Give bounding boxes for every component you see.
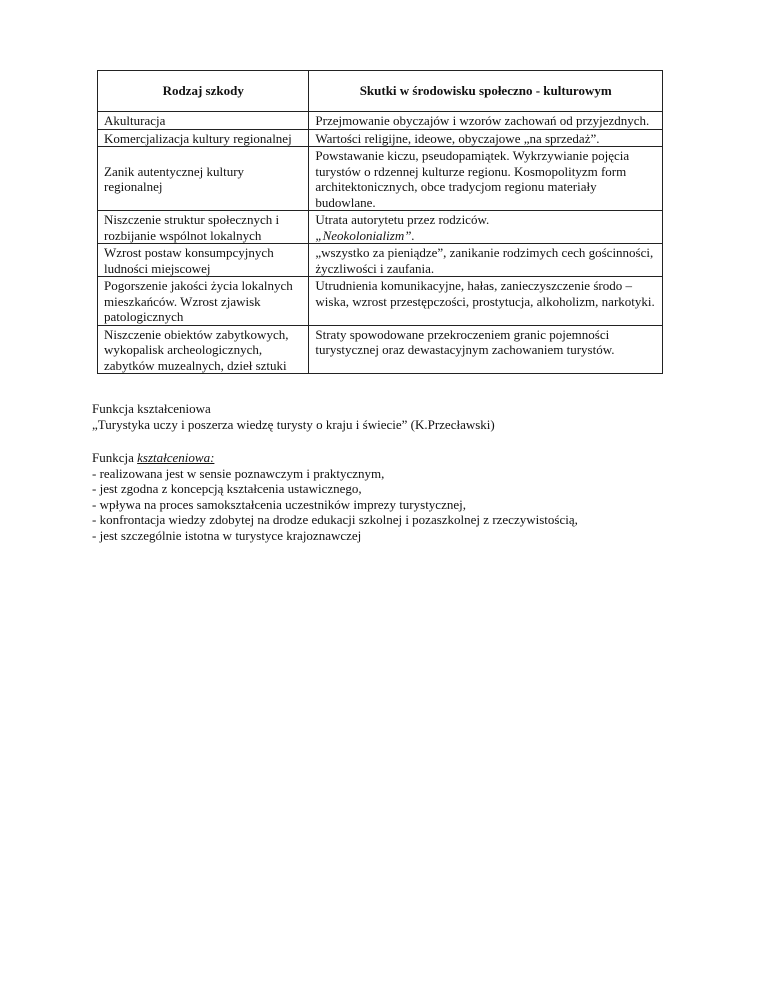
emphasized-term: kształceniowa: <box>137 450 215 465</box>
column-header-effects: Skutki w środowisku społeczno - kulturowym <box>309 71 663 112</box>
effect-cell: Utrudnienia komunikacyjne, hałas, zanieczyszczenie środo – wiska, wzrost przestępczości, prostytucja, alkoholizm, narkotyki. <box>309 277 663 326</box>
table-row <box>98 211 663 244</box>
effect-cell: Powstawanie kiczu, pseudopamiątek. Wykrzywianie pojęcia turystów o rdzennej kulturze regionu. Kosmopolityzm form architektonicznych, obce tradycjom regionu materiały budowlane. <box>309 147 663 211</box>
damage-type-cell: Akulturacja <box>98 112 309 130</box>
table-row <box>98 147 663 211</box>
effect-cell: „wszystko za pieniądze”, zanikanie rodzimych cech gościnności, życzliwości i zaufania. <box>309 244 663 277</box>
list-item: - jest szczególnie istotna w turystyce krajoznawczej <box>92 527 362 543</box>
damage-type-cell: Zanik autentycznej kultury regionalnej <box>98 147 309 211</box>
damage-type-cell: Komercjalizacja kultury regionalnej <box>98 129 309 147</box>
effect-cell <box>309 211 663 244</box>
damage-type-cell: Wzrost postaw konsumpcyjnych ludności miejscowej <box>98 244 309 277</box>
table-row <box>98 129 663 147</box>
list-item: - wpływa na proces samokształcenia uczestników imprezy turystycznej, <box>92 496 466 512</box>
effect-cell: Straty spowodowane przekroczeniem granic pojemności turystycznej oraz dewastacyjnym zachowaniem turystów. <box>309 325 663 374</box>
education-function-list <box>92 450 578 543</box>
list-item: - realizowana jest w sensie poznawczym i praktycznym, <box>92 465 385 481</box>
effect-line-italic: „Neokolonializm”. <box>315 227 415 243</box>
damage-type-cell: Niszczenie struktur społecznych i rozbijanie wspólnot lokalnych <box>98 211 309 244</box>
list-item: - konfrontacja wiedzy zdobytej na drodze edukacji szkolnej i pozaszkolnej z rzeczywistością, <box>92 512 578 527</box>
damage-type-cell: Niszczenie obiektów zabytkowych, wykopalisk archeologicznych, zabytków muzealnych, dzieł sztuki <box>98 325 309 374</box>
education-function-intro <box>92 401 495 432</box>
column-header-type: Rodzaj szkody <box>98 71 309 112</box>
section-title: Funkcja kształceniowa: <box>92 450 215 465</box>
effect-cell: Wartości religijne, ideowe, obyczajowe „na sprzedaż”. <box>309 129 663 147</box>
effect-line: Utrata autorytetu przez rodziców. <box>315 212 490 227</box>
list-item: - jest zgodna z koncepcją kształcenia ustawicznego, <box>92 481 362 496</box>
table-row <box>98 112 663 130</box>
table-header-row <box>98 71 663 112</box>
table-row <box>98 325 663 374</box>
section-title: Funkcja kształceniowa <box>92 401 211 416</box>
effect-cell: Przejmowanie obyczajów i wzorów zachowań od przyjezdnych. <box>309 112 663 130</box>
damage-type-cell: Pogorszenie jakości życia lokalnych mieszkańców. Wzrost zjawisk patologicznych <box>98 277 309 326</box>
damage-effects-table <box>97 70 663 374</box>
table-row <box>98 277 663 326</box>
quote: „Turystyka uczy i poszerza wiedzę turysty o kraju i świecie” (K.Przecławski) <box>92 416 495 432</box>
table-row <box>98 244 663 277</box>
